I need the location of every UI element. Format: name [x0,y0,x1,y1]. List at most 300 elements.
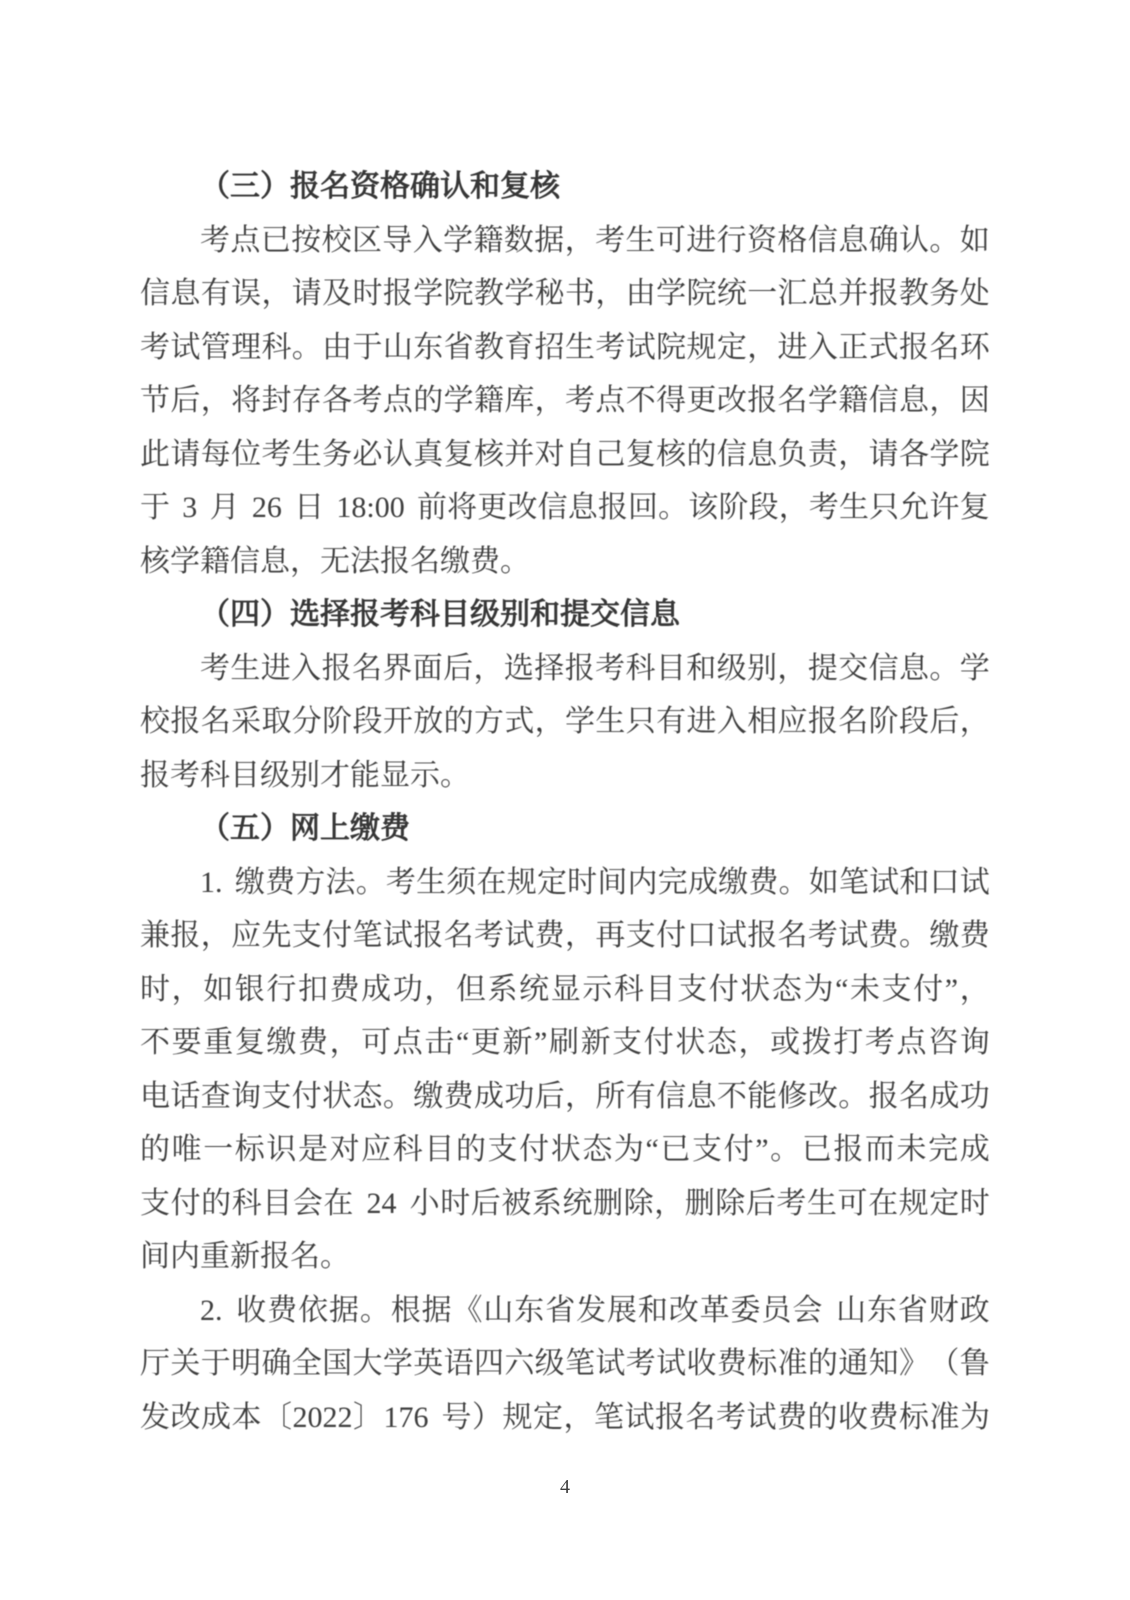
text-token: 必 [352,437,383,471]
text-token: 规 [898,1186,929,1220]
text-token: 应 [777,705,808,738]
text-token: 核 [473,437,504,471]
text-token: 报 [747,384,778,417]
text-line [140,1070,990,1124]
text-token: 报 [868,1079,899,1113]
text-token: 于 [352,330,383,364]
text-token: 允 [899,491,930,524]
text-token: 山 [836,1293,867,1327]
text-token: 方 [295,865,326,899]
text-token: 依 [298,1293,329,1327]
text-token: 数 [503,223,534,257]
text-token: 政 [959,1293,990,1327]
text-token: 厅 [140,1347,170,1380]
text-token: 点 [896,1026,927,1059]
text-token: 考 [776,1186,807,1220]
text-token: ， [534,384,565,417]
text-token: 目 [655,651,686,685]
text-token: 改 [716,384,747,417]
text-token: 。 [291,330,322,364]
text-line: 间内重新报名。 [140,1240,350,1273]
text-line [140,374,990,428]
text-token: 标 [234,1133,265,1166]
text-token: 进 [686,223,717,257]
text-token: 请 [291,277,322,310]
text-token: 是 [297,1133,328,1166]
text-line [140,856,990,910]
text-line [140,1123,990,1177]
text-token: 新 [502,1026,533,1059]
text-token: 库 [504,384,535,417]
text-token: 支 [881,972,912,1006]
text-token: 息 [567,491,598,524]
text-token: 成 [687,865,718,899]
text-token: 省 [443,330,474,364]
text-token: 状 [550,1133,581,1166]
text-token: 法 [325,865,356,899]
text-token: 区 [351,223,382,257]
text-token: 学 [565,705,596,738]
text-token: 式 [868,330,899,364]
text-token: 费 [777,1400,807,1434]
text-token: 成 [201,1400,231,1434]
text-token: 据 [534,223,565,257]
text-token: 校 [140,705,170,738]
text-token: 如 [959,223,990,257]
text-token: ， [929,384,960,417]
text-line [140,1016,990,1070]
text-token: 根 [390,1293,421,1327]
text-line [140,481,990,535]
text-token: 在 [868,1186,899,1220]
text-token: 未 [896,1133,927,1166]
text-token: 。 [382,1079,413,1113]
text-token: 科 [392,1133,423,1166]
text-token: 能 [747,1079,778,1113]
text-token: 于 [140,491,170,524]
text-token: 学 [382,1347,413,1380]
text-token: 支 [625,919,656,952]
text-token: 考 [625,1347,656,1380]
text-token: 科 [231,1186,262,1220]
text-token: 息 [686,1079,717,1113]
text-token: 态 [771,972,802,1006]
text-token: 交 [838,651,869,685]
text-token: 显 [550,972,581,1006]
text-token: 生 [230,651,261,685]
text-token: 此 [140,437,170,471]
text-token: ， [534,705,565,738]
text-token: 入 [807,330,838,364]
text-token: 统 [716,277,747,310]
text-token: 。 [929,223,960,257]
text-token: 完 [928,1133,959,1166]
text-token: 院 [443,277,474,310]
text-token: 内 [627,865,658,899]
text-token: 资 [747,223,778,257]
text-token: 准 [777,1347,808,1380]
text-token: 间 [597,865,628,899]
text-token: 和 [899,865,930,899]
text-token: 择 [534,651,565,685]
text-token: 时 [440,1186,471,1220]
text-token: 费 [534,919,565,952]
text-token: 除 [715,1186,746,1220]
text-token: 式 [504,705,535,738]
text-token: 报 [747,919,778,952]
text-token: ， [959,705,990,738]
text-token: 目 [262,1186,293,1220]
text-token: 付 [322,919,353,952]
text-token: 银 [234,972,265,1006]
text-token: 状 [322,1079,353,1113]
text-token: 。 [770,1133,801,1166]
text-token: 试 [595,1347,626,1380]
text-token: 的 [201,1186,232,1220]
text-token: 确 [261,1347,292,1380]
text-token: 段 [898,705,929,738]
text-token: 财 [928,1293,959,1327]
text-token: 入 [291,651,322,685]
text-token: 可 [361,1026,392,1059]
text-token: 缴 [718,865,749,899]
text-token: 考 [595,330,626,364]
text-token: 改 [807,1079,838,1113]
text-token: 费 [716,1347,747,1380]
page-footer [0,1476,1130,1499]
text-token: 支 [692,1133,723,1166]
text-token: 信 [868,651,899,685]
text-token: 务 [929,277,960,310]
text-token: 付 [291,1079,322,1113]
text-token: “ [455,1026,470,1059]
text-token: ， [565,919,596,952]
text-token: 阶 [718,491,749,524]
text-token: 在 [476,865,507,899]
text-token: 费 [265,865,296,899]
text-token: 全 [291,1347,322,1380]
text-token: 兼 [140,919,170,952]
text-token: 有 [200,277,231,310]
text-token: 考 [473,919,504,952]
text-token: 行 [716,223,747,257]
text-token: ， [738,1026,769,1059]
text-token: 生 [595,705,626,738]
text-token: 后 [470,1186,501,1220]
text-token: 误 [231,277,262,310]
text-token: ， [424,972,455,1006]
text-token: 176 [383,1400,429,1434]
text-token: 信 [140,277,170,310]
section-heading: （三）报名资格确认和复核 [200,170,560,203]
text-line [140,214,990,268]
text-token: 已 [260,223,291,257]
text-token: 段 [748,491,779,524]
text-token: 考 [595,223,626,257]
text-token: 息 [898,384,929,417]
text-token: 报 [833,1133,864,1166]
text-token: 本 [231,1400,262,1434]
text-token: 各 [322,384,353,417]
text-token: 认 [382,437,413,471]
text-token: 委 [730,1293,761,1327]
text-token: 级 [534,1347,565,1380]
text-token: 费 [297,1026,328,1059]
text-token: 已 [801,1133,832,1166]
text-token: 学 [443,223,474,257]
text-token: 考 [261,437,292,471]
text-token: 据 [421,1293,452,1327]
text-token: 教 [473,277,504,310]
text-token: 定 [716,330,747,364]
text-token: 息 [898,651,929,685]
text-token: 缴 [234,865,265,899]
text-token: 发 [576,1293,607,1327]
text-token: 功 [959,1079,990,1113]
text-token: 格 [777,223,808,257]
text-token: 〕 [353,1400,383,1434]
text-token: 点 [392,1026,423,1059]
text-token: 不 [716,1079,747,1113]
text-token: 报 [597,491,628,524]
text-token: 只 [625,705,656,738]
text-token: 环 [959,330,990,364]
text-token: 新 [580,1026,611,1059]
text-token: 修 [777,1079,808,1113]
text-token: 除 [623,1186,654,1220]
text-token: 节 [140,384,170,417]
text-token: 付 [643,1026,674,1059]
text-token: 付 [519,1133,550,1166]
text-token: 号 [441,1400,472,1434]
text-token: 2022 [292,1400,353,1434]
text-token: 务 [322,437,353,471]
text-token: 各 [898,437,929,471]
text-token: 标 [747,1347,778,1380]
text-token: 有 [656,705,687,738]
text-token: ， [747,330,778,364]
text-line [140,428,990,482]
text-token: 复 [443,437,474,471]
text-token: 信 [656,1079,687,1113]
text-token: 状 [740,972,771,1006]
text-token: 》 [898,1347,929,1380]
text-token: 将 [231,384,262,417]
text-token: 生 [291,437,322,471]
text-token: 发 [140,1400,170,1434]
text-line: 核学籍信息，无法报名缴费。 [140,544,530,578]
text-token: 位 [231,437,262,471]
text-token: 删 [593,1186,623,1220]
text-token: 月 [209,491,240,524]
text-token: 前 [417,491,448,524]
text-token: 的 [807,1400,838,1434]
text-token: 名 [929,330,960,364]
text-token: 缴 [266,1026,297,1059]
text-token: 确 [868,223,899,257]
text-token: 院 [656,330,687,364]
text-token: 定 [533,1400,563,1434]
text-token: 信 [807,223,838,257]
text-token: 试 [959,865,990,899]
text-token: 的 [413,384,444,417]
text-token: 应 [361,1133,392,1166]
text-token: 复 [625,437,656,471]
text-token: 报 [868,277,899,310]
text-token: 功 [504,1079,535,1113]
text-token: 打 [833,1026,864,1059]
text-token: ， [200,384,231,417]
text-token: 规 [502,1400,533,1434]
text-token: 名 [898,1079,929,1113]
text-token: 信 [868,384,899,417]
text-token: 开 [382,705,413,738]
text-token: 缴 [929,919,960,952]
text-token: 更 [477,491,508,524]
text-token: 息 [747,437,778,471]
text-token: 名 [200,705,231,738]
text-token: 收 [236,1293,267,1327]
text-token: 院 [686,277,717,310]
text-token: 名 [443,919,474,952]
text-token: 籍 [838,384,869,417]
text-token: 18:00 [336,491,405,524]
text-token: 明 [231,1347,262,1380]
text-line [140,695,990,749]
text-token: 话 [170,1079,201,1113]
text-token: 付 [913,972,944,1006]
text-token: 费 [443,1079,474,1113]
text-token: 负 [777,437,808,471]
text-token: 不 [625,384,656,417]
text-token: 书 [565,277,596,310]
text-token: 不 [140,1026,170,1059]
text-token: 存 [291,384,322,417]
section-heading: （四）选择报考科目级别和提交信息 [200,598,680,631]
text-token: 先 [261,919,292,952]
text-token: 东 [413,330,444,364]
text-token: ， [959,972,990,1006]
text-token: 唯 [171,1133,202,1166]
text-token: 省 [897,1293,928,1327]
text-token: 费 [329,972,360,1006]
text-token: 试 [656,1347,687,1380]
text-token: 识 [266,1133,297,1166]
text-token: 24 [366,1186,397,1220]
text-token: ， [654,1186,685,1220]
text-token: 学 [504,277,535,310]
text-token: 态 [352,1079,383,1113]
text-token: 。 [355,865,386,899]
text-token: ， [838,437,869,471]
text-token: 定 [929,1186,960,1220]
text-token: 击 [424,1026,455,1059]
text-token: 东 [514,1293,545,1327]
text-token: 删 [684,1186,715,1220]
text-token: 。 [898,919,929,952]
text-token: 收 [838,1400,868,1434]
text-token: 要 [171,1026,202,1059]
text-token: 选 [503,651,534,685]
text-token: 得 [656,384,687,417]
text-token: 考 [200,651,230,685]
text-token: 可 [837,1186,868,1220]
text-token: 如 [203,972,234,1006]
text-token: 考 [595,651,626,685]
text-token: 相 [747,705,778,738]
text-token: 处 [959,277,990,310]
text-token: 封 [261,384,292,417]
text-token: 成 [361,972,392,1006]
text-token: 界 [382,651,413,685]
text-token: 费 [868,1400,899,1434]
text-token: 而 [864,1133,895,1166]
text-token: 报 [807,705,838,738]
text-token: 山 [483,1293,514,1327]
text-token: 口 [686,919,717,952]
text-token: 。 [359,1293,390,1327]
text-token: 目 [424,1133,455,1166]
text-token: 费 [868,919,899,952]
text-token: 取 [261,705,292,738]
text-token: 别 [747,651,778,685]
text-token: 改 [507,491,538,524]
text-token: 对 [534,437,565,471]
text-line: 报考科目级别才能显示。 [140,758,470,792]
text-token: 教 [473,330,504,364]
text-token: 阶 [322,705,353,738]
text-token: 方 [473,705,504,738]
text-token: （ [929,1347,960,1380]
text-token: ， [563,1400,594,1434]
text-token: 成 [959,1133,990,1166]
text-token: 大 [352,1347,383,1380]
text-token: 未 [849,972,880,1006]
text-token: 阶 [868,705,899,738]
text-token: 的 [455,1133,486,1166]
text-token: 收 [686,1347,717,1380]
text-token: 行 [266,972,297,1006]
text-line [140,1391,990,1445]
text-token: “ [645,1133,659,1166]
text-token: 后 [443,651,474,685]
text-token: 级 [716,651,747,685]
text-token: 对 [329,1133,360,1166]
text-token: 该 [688,491,719,524]
text-token: 须 [446,865,477,899]
text-token: 请 [170,437,201,471]
text-token: 的 [686,437,717,471]
text-line [140,909,990,963]
text-token: 按 [291,223,322,257]
text-token: 教 [898,277,929,310]
text-line [140,1284,990,1338]
text-token: 段 [352,705,383,738]
text-token: 名 [777,919,808,952]
text-token: 院 [959,437,990,471]
text-token: 入 [412,223,443,257]
text-token: 试 [716,919,747,952]
text-token: 己 [595,437,626,471]
text-token: 复 [234,1026,265,1059]
text-token: 进 [686,705,717,738]
text-token: 关 [170,1347,201,1380]
text-token: 考 [352,384,383,417]
text-token: 信 [716,437,747,471]
text-token: 报 [898,330,929,364]
text-token: 1. [200,865,223,899]
text-token: ， [171,972,202,1006]
